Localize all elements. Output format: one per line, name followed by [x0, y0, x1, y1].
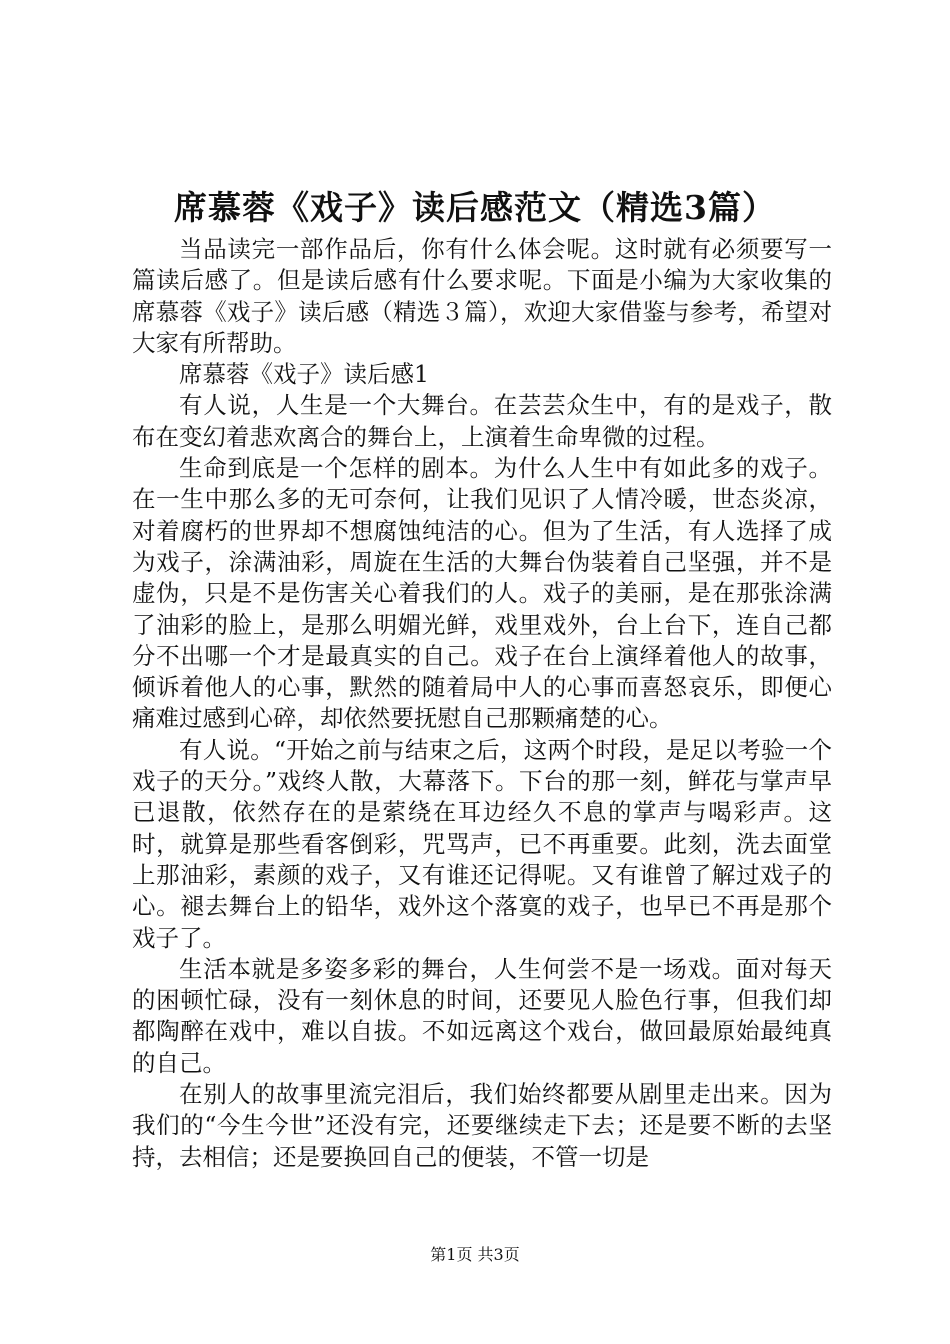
body-paragraph: 在别人的故事里流完泪后，我们始终都要从剧里走出来。因为我们的“今生今世”还没有完，还要继续走下去；还是要不断的去坚持，去相信；还是要换回自己的便装，不管一切是	[132, 1080, 832, 1171]
body-paragraph: 生活本就是多姿多彩的舞台，人生何尝不是一场戏。面对每天的困顿忙碌，没有一刻休息的时间，还要见人脸色行事，但我们却都陶醉在戏中，难以自拔。不如远离这个戏台，做回最原始最纯真的自己。	[132, 954, 832, 1077]
intro-paragraph: 当品读完一部作品后，你有什么体会呢。这时就有必须要写一篇读后感了。但是读后感有什么要求呢。下面是小编为大家收集的席慕蓉《戏子》读后感（精选３篇），欢迎大家借鉴与参考，希望对大家有所帮助。	[132, 235, 832, 357]
body-paragraph: 有人说，人生是一个大舞台。在芸芸众生中，有的是戏子，散布在变幻着悲欢离合的舞台上，上演着生命卑微的过程。	[132, 391, 832, 451]
document-body	[132, 234, 832, 1173]
body-paragraph: 有人说。“开始之前与结束之后，这两个时段，是足以考验一个戏子的天分。”戏终人散，大幕落下。下台的那一刻，鲜花与掌声早已退散，依然存在的是萦绕在耳边经久不息的掌声与喝彩声。这时，就算是那些看客倒彩，咒骂声，已不再重要。此刻，洗去面堂上那油彩，素颜的戏子，又有谁还记得呢。又有谁曾了解过戏子的心。褪去舞台上的铅华，戏外这个落寞的戏子，也早已不再是那个戏子了。	[132, 735, 832, 952]
document-title: 席慕蓉《戏子》读后感范文（精选3篇）	[174, 188, 776, 227]
section-heading: 席慕蓉《戏子》读后感1	[179, 360, 429, 389]
body-paragraph: 生命到底是一个怎样的剧本。为什么人生中有如此多的戏子。在一生中那么多的无可奈何，让我们见识了人情冷暖，世态炎凉，对着腐朽的世界却不想腐蚀纯洁的心。但为了生活，有人选择了成为戏子，涂满油彩，周旋在生活的大舞台伪装着自己坚强，并不是虚伪，只是不是伤害关心着我们的人。戏子的美丽，是在那张涂满了油彩的脸上，是那么明媚光鲜，戏里戏外，台上台下，连自己都分不出哪一个才是最真实的自己。戏子在台上演绎着他人的故事，倾诉着他人的心事，默然的随着局中人的心事而喜怒哀乐，即便心痛难过感到心碎，却依然要抚慰自己那颗痛楚的心。	[132, 454, 832, 733]
page-footer: 第1页 共3页	[430, 1245, 520, 1264]
